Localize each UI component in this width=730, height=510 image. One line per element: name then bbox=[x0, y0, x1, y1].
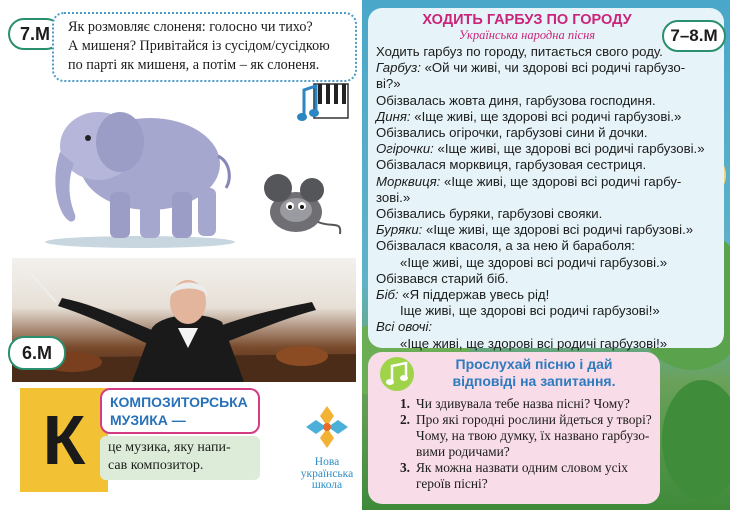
left-page bbox=[0, 0, 362, 510]
nus-text-line: українська bbox=[300, 467, 354, 480]
question-7m bbox=[52, 12, 357, 82]
song-line bbox=[376, 336, 718, 352]
lyric-text: Ходить гарбуз по городу, питається свого роду. bbox=[376, 44, 663, 59]
lyric-text: «Іще живі, ще здорові всі родичі гарбузові.» bbox=[422, 222, 694, 238]
term-title bbox=[100, 388, 260, 434]
nova-ukrainska-shkola-logo bbox=[296, 402, 358, 498]
question-row bbox=[394, 476, 652, 492]
lyric-text: Обізвалася квасоля, а за нею й бараболя: bbox=[376, 238, 635, 254]
question-text: Про які городні рослини йдеться у творі? bbox=[416, 412, 652, 427]
question-number: 1. bbox=[399, 396, 410, 411]
song-line bbox=[376, 271, 718, 287]
question-number: 2. bbox=[399, 412, 410, 427]
q7-line: Як розмовляє слоненя: голосно чи тихо? bbox=[68, 19, 313, 35]
lyric-text: «Іще живі, ще здорові всі родичі гарбузові.» bbox=[410, 108, 682, 124]
song-line bbox=[376, 255, 718, 271]
nus-text-line: школа bbox=[311, 479, 343, 491]
music-note-icon bbox=[378, 356, 416, 392]
music-note-piano-icon bbox=[296, 76, 352, 126]
task-title bbox=[376, 356, 652, 390]
nus-emblem-icon bbox=[302, 402, 352, 452]
question-text: Чи здивувала тебе назва пісні? Чому? bbox=[416, 396, 630, 411]
song-line bbox=[376, 141, 718, 157]
question-row bbox=[394, 412, 652, 428]
question-list bbox=[376, 396, 652, 492]
speaker-label: Буряки: bbox=[376, 222, 423, 238]
term-definition bbox=[100, 436, 260, 480]
song-line bbox=[376, 93, 718, 109]
lyric-text: ві?» bbox=[376, 76, 401, 92]
task-card bbox=[368, 352, 660, 504]
elephant-illustration bbox=[40, 92, 240, 248]
song-line bbox=[376, 125, 718, 141]
question-text: Чому, на твою думку, їх названо гарбузо- bbox=[416, 428, 650, 443]
lyric-text: Обізвалась жовта диня, гарбузова господиня. bbox=[376, 92, 656, 108]
lyric-text: «Ой чи живі, чи здорові всі родичі гарбузо- bbox=[420, 60, 686, 76]
term-title-line: КОМПОЗИТОРСЬКА bbox=[110, 394, 248, 410]
lyric-text: Обізвались огірочки, гарбузові сини й дочки. bbox=[376, 125, 648, 141]
song-line bbox=[376, 190, 718, 206]
song-lyrics bbox=[376, 44, 718, 352]
lyric-text: «Іще живі, ще здорові всі родичі гарбу- bbox=[440, 173, 682, 189]
song-line bbox=[376, 206, 718, 222]
task-title-line: Прослухай пісню і дай bbox=[455, 356, 613, 372]
song-line bbox=[376, 174, 718, 190]
question-text: вими родичами? bbox=[416, 444, 510, 459]
definition-line: це музика, яку напи- bbox=[108, 440, 231, 455]
lyric-text: «Іще живі, ще здорові всі родичі гарбузові!» bbox=[400, 335, 668, 351]
q7-line: А мишеня? Привітайся із сусідом/сусідкою bbox=[68, 38, 330, 54]
song-line bbox=[376, 76, 718, 92]
speaker-label: Всі овочі: bbox=[376, 319, 433, 335]
task-title-line: відповіді на запитання. bbox=[452, 373, 616, 389]
song-line bbox=[376, 222, 718, 238]
nus-text-line: Нова bbox=[314, 456, 340, 468]
conductor-figure bbox=[12, 258, 356, 382]
term-title-line: МУЗИКА — bbox=[110, 412, 186, 428]
lyric-text: Обізвався старий біб. bbox=[376, 270, 509, 286]
song-line bbox=[376, 157, 718, 173]
term-letter-k: К bbox=[20, 388, 108, 492]
question-row bbox=[394, 444, 652, 460]
badge-7m: 7.М bbox=[8, 18, 62, 50]
question-text: Як можна назвати одним словом усіх bbox=[416, 460, 628, 475]
question-number: 3. bbox=[399, 460, 410, 475]
speaker-label: Гарбуз: bbox=[376, 60, 421, 76]
badge-78m: 7–8.М bbox=[662, 20, 726, 52]
song-title: ХОДИТЬ ГАРБУЗ ПО ГОРОДУ bbox=[422, 12, 632, 28]
song-line bbox=[376, 319, 718, 335]
lyric-text: «Я піддержав увесь рід! bbox=[398, 287, 550, 303]
speaker-label: Диня: bbox=[376, 108, 411, 124]
song-card bbox=[368, 8, 724, 351]
question-number bbox=[394, 444, 416, 460]
question-number bbox=[394, 428, 416, 444]
lyric-text: «Іще живі, ще здорові всі родичі гарбузові.» bbox=[400, 254, 668, 270]
question-row bbox=[394, 396, 652, 412]
lyric-text: Обізвались буряки, гарбузові свояки. bbox=[376, 206, 603, 222]
speaker-label: Біб: bbox=[376, 287, 399, 303]
speaker-label: Огірочки: bbox=[376, 141, 434, 157]
song-line bbox=[376, 109, 718, 125]
song-line bbox=[376, 60, 718, 76]
lyric-text: «Іще живі, ще здорові всі родичі гарбузові.» bbox=[433, 141, 705, 157]
question-text: героїв пісні? bbox=[416, 476, 488, 491]
song-line bbox=[376, 287, 718, 303]
lyric-text: Обізвалася морквиця, гарбузовая сестриця. bbox=[376, 157, 647, 173]
question-number bbox=[394, 476, 416, 492]
conductor-photo bbox=[12, 258, 356, 382]
q7-line: по парті як мишеня, а потім – як слоненя. bbox=[68, 57, 320, 73]
song-line bbox=[376, 303, 718, 319]
song-line bbox=[376, 238, 718, 254]
definition-line: сав композитор. bbox=[108, 458, 204, 473]
question-row bbox=[394, 460, 652, 476]
lyric-text: Іще живі, ще здорові всі родичі гарбузові!» bbox=[400, 303, 660, 319]
lyric-text: зові.» bbox=[376, 189, 411, 205]
question-row bbox=[394, 428, 652, 444]
song-subtitle: Українська народна пісня bbox=[458, 28, 596, 42]
speaker-label: Морквиця: bbox=[376, 173, 441, 189]
badge-6m: 6.М bbox=[8, 336, 66, 370]
mouse-illustration bbox=[256, 170, 346, 242]
